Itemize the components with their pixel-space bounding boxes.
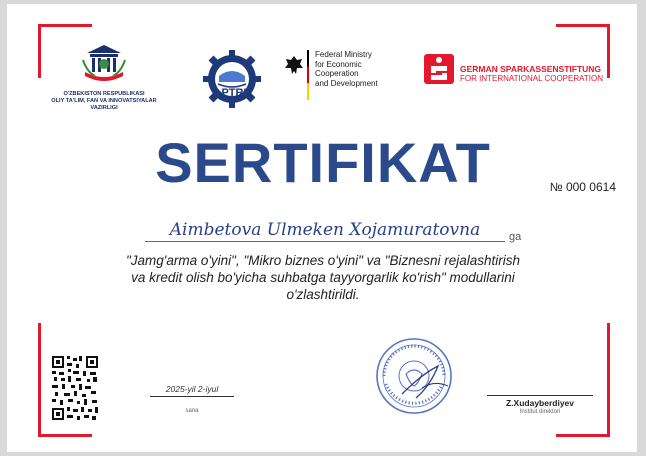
federal-ministry-logo	[284, 48, 404, 98]
eagle-icon	[284, 54, 304, 78]
sparkassen-subtitle: FOR INTERNATIONAL COOPERATION	[460, 74, 603, 83]
recipient-name: Aimbetova Ulmeken Xojamuratovna	[145, 220, 505, 242]
certificate-number: № 000 0614	[549, 180, 616, 194]
federal-ministry-line: and Development	[315, 78, 378, 88]
frame-corner-bottom-right-horizontal	[556, 434, 610, 437]
frame-corner-top-left	[38, 24, 92, 27]
ministry-emblem-icon	[81, 42, 127, 82]
body-line: va kredit olish bo'yicha suhbatga tayyorgarlik ko'rish" modullarini	[131, 270, 515, 285]
sparkassen-title: GERMAN SPARKASSENSTIFTUNG	[460, 64, 602, 74]
director-name: Z.Xudayberdiyev	[487, 395, 593, 408]
frame-corner-bottom-left-horizontal	[38, 434, 92, 437]
frame-corner-top-right	[556, 24, 610, 27]
ministry-name-line: VAZIRLIGI	[90, 105, 118, 111]
federal-ministry-name	[315, 50, 404, 88]
german-flag-stripe	[307, 50, 309, 100]
certificate-body	[95, 252, 551, 303]
sparkassenstiftung-logo	[424, 50, 624, 90]
certificate-title: SERTIFIKAT	[155, 131, 491, 194]
official-seal-icon	[372, 336, 456, 416]
body-line: o'zlashtirildi.	[286, 287, 360, 302]
ministry-name-line: O'ZBEKISTON RESPUBLIKASI	[63, 91, 145, 97]
qr-code-icon	[51, 354, 99, 422]
federal-ministry-line: for Economic Cooperation	[315, 59, 362, 78]
ministry-name	[48, 91, 160, 112]
body-line: "Jamg'arma o'yini", "Mikro biznes o'yini" va "Biznesni rejalashtirish	[125, 253, 521, 268]
director-role: Institut direktori	[519, 409, 561, 415]
gear-icon	[196, 46, 268, 112]
issue-date: 2025-yil 2-iyul	[150, 384, 234, 397]
recipient-suffix: ga	[509, 231, 522, 243]
ministry-name-line: OLIY TA'LIM, FAN VA INNOVATSIYALAR	[51, 98, 157, 104]
frame-corner-bottom-left	[38, 323, 41, 437]
sparkasse-icon	[424, 54, 454, 84]
ministry-logo	[48, 42, 160, 112]
frame-corner-bottom-right	[607, 323, 610, 437]
logo-row	[0, 36, 646, 116]
ptri-label: PTRI	[221, 87, 247, 99]
date-label: sana	[185, 408, 199, 414]
ptri-logo	[196, 46, 268, 112]
federal-ministry-line: Federal Ministry	[315, 50, 372, 59]
